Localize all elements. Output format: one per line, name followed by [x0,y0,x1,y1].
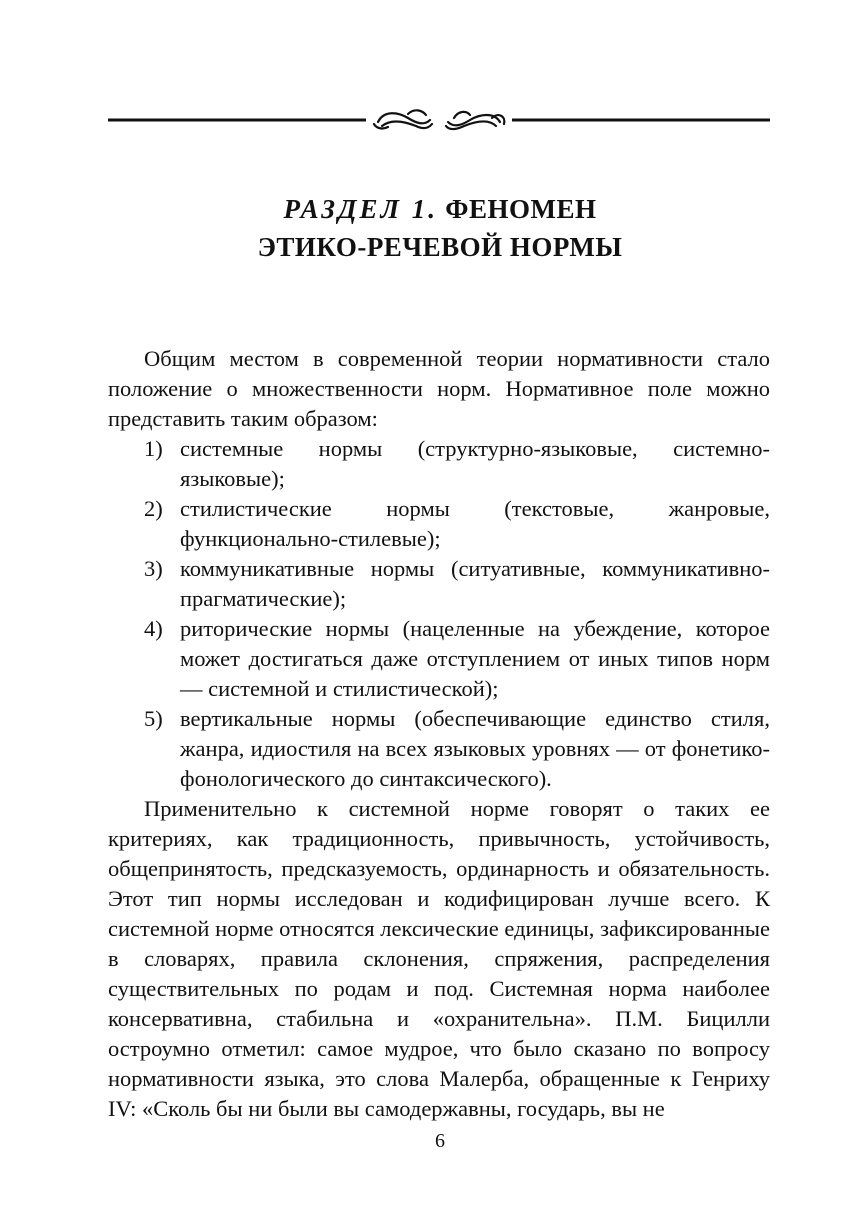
page-number: 6 [435,1130,445,1152]
flourish-left-icon [374,110,432,128]
list-item [108,494,770,554]
list-item [108,704,770,794]
list-item [108,554,770,614]
section-heading [0,190,863,266]
norms-list [108,434,770,794]
decorative-ornament-divider [108,100,770,140]
section-title-part2: ЭТИКО-РЕЧЕВОЙ НОРМЫ [257,232,623,262]
ornament-divider-graphic [108,100,770,140]
list-item-text: коммуникативные нормы (ситуативные, коммуникативно-прагматические); [180,556,770,611]
flourish-right-icon [446,112,504,129]
main-paragraph: Применительно к системной норме говорят о таких ее критериях, как традиционность, привычность, устойчивость, общепринятость, предсказуемость, ординарность и обязательность. Этот тип нормы исследован и кодифицирован лучше всего. К системной норме относятся лексические единицы, зафиксированные в словарях, правила склонения, спряжения, распределения существительных по родам и под. Системная норма наиболее консервативна, стабильна и «охранительна». П.М. Бицилли остроумно отметил: самое мудрое, что было сказано по вопросу нормативности языка, это слова Малерба, обращенные к Генриху IV: «Сколь бы ни были вы самодержавны, государь, вы не [108,796,770,1121]
body-text [108,344,770,1124]
section-title-part1: ФЕНОМЕН [445,194,597,224]
list-item-number: 2) [144,496,163,521]
list-item-number: 4) [144,616,163,641]
list-item [108,434,770,494]
list-item-number: 3) [144,556,163,581]
list-item-text: вертикальные нормы (обеспечивающие единство стиля, жанра, идиостиля на всех языковых уровнях — от фонетико-фонологического до синтаксического). [180,706,770,791]
list-item-text: системные нормы (структурно-языковые, системно-языковые); [180,436,770,491]
intro-paragraph: Общим местом в современной теории нормативности стало положение о множественности норм. Нормативное поле можно представить таким образом: [108,346,770,431]
heading-line-1 [0,190,863,228]
section-label: РАЗДЕЛ 1. [283,194,439,224]
list-item-number: 5) [144,706,163,731]
list-item-number: 1) [144,436,163,461]
list-item-text: стилистические нормы (текстовые, жанровые, функционально-стилевые); [180,496,770,551]
list-item [108,614,770,704]
list-item-text: риторические нормы (нацеленные на убеждение, которое может достигаться даже отступлением от иных типов норм — системной и стилистической); [180,616,770,701]
